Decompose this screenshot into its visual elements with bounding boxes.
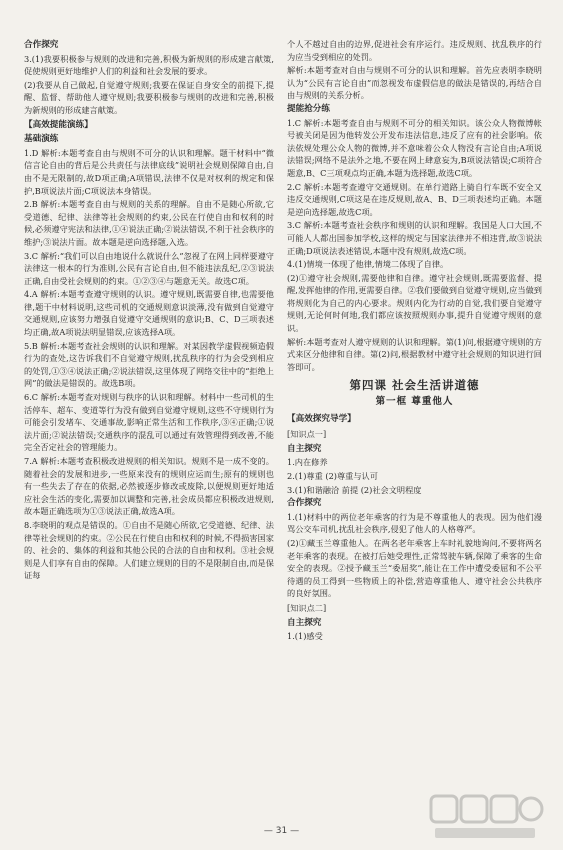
right-p-1: 解析:本题考查对自由与规则不可分的认识和理解。首先应表明李晓明认为“公民有言论自由”而忽视发布虚假信息的做法是错误的,再结合自由与规则的关系分析。: [287, 65, 542, 101]
left-column: [24, 38, 274, 583]
right-p-4: 2.C 解析:本题考查遵守交通规则。在单行道路上骑自行车既不安全又违反交通规则,C项这是在违反规则,故A、B、D三项表述均正确。本题是逆向选择题,故选C项。: [287, 181, 542, 217]
right-sect-2: 提能抢分练: [287, 103, 330, 114]
right-p-16: 3.(1)和谐融洽 前提 (2)社会文明程度: [287, 484, 422, 495]
right-p-7: (2)①遵守社会规则,需要他律和自律。遵守社会规则,既需要监督、提醒,发挥他律的作用,更需要自律。②我们要做到自觉遵守规则,应当做到将规则化为自己的内心要求。规则内化为行动的自觉,我们要自觉遵守规则,无论何时何地,我们都应该按照规则办事,提升自觉遵守规则的意识。: [287, 272, 542, 334]
left-sect-0: 合作探究: [24, 40, 59, 50]
right-p-18: 1.(1)材料中的两位老年乘客的行为是不尊重他人的表现。因为他们漫骂公交车司机,扰乱社会秩序,侵犯了他人的人格尊严。: [287, 511, 542, 535]
right-p-14: 1.内在修养: [287, 457, 328, 468]
right-bracket-11: 【高效探究导学】: [287, 413, 356, 424]
right-box-12: [知识点一]: [287, 429, 327, 440]
left-p-6: 2.B 解析:本题考查自由与规则的关系的理解。自由不是随心所欲,它受道德、纪律、法律等社会规则的约束,公民在行使自由和权利的时候,必须遵守宪法和法律,①④说法正确;②说法错误,不利于社会秩序的维护;③说法片面。故本题是逆向选择题,入选。: [24, 199, 274, 247]
right-p-5: 3.C 解析:本题考查社会秩序和规则的认识和理解。我国是人口大国,不可能人人都出国参加学校,这样的规定与国家法律并不相违背,故③说法正确;D项说法表述错误,本题中没有规则,故选C项。: [287, 220, 542, 256]
right-p-6: 4.(1)情境一体现了他律,情境二体现了自律。: [287, 259, 449, 270]
left-p-1: 3.(1)我要积极参与规则的改进和完善,积极为新规则的形成建言献策,促使规则更好地维护人们的利益和社会发展的要求。: [24, 53, 274, 77]
right-sect-13: 自主探究: [287, 443, 322, 454]
right-p-0: 个人不越过自由的边界,促进社会有序运行。违反规则、扰乱秩序的行为应当受到相应的处罚。: [287, 39, 542, 62]
left-p-12: 8.李晓明的观点是错误的。①自由不是随心所欲,它受道德、纪律、法律等社会规则的约束。②公民在行使自由和权利的时候,不得损害国家的、社会的、集体的利益和其他公民的合法的自由和权利。③社会规则是人们享有自由的保障。人们建立规则的目的不是限制自由,而是保证每: [24, 519, 274, 581]
left-p-8: 4.A 解析:本题考查遵守规则的认识。遵守规则,既需要自律,也需要他律,题干中材料说明,这些司机的交通规则意识淡薄,没有做到自觉遵守交通规则,应该努力增强自觉遵守交通规则的意识;B、C、D三项表述均正确,故A项说法明显错误,应该选择A项。: [24, 289, 274, 338]
left-p-9: 5.B 解析:本题考查社会规则的认识和理解。对某因教学虚假视频造假行为的查处,这告诉我们不自觉遵守规则,扰乱秩序的行为会受到相应的处罚,①③④说法正确;②说法错误,这里体现了网络交往中的“拒绝上网”的做法是错误的。故选B项。: [24, 340, 274, 389]
right-p-3: 1.C 解析:本题考查自由与规则不可分的相关知识。该公众人物微博帐号被关闭是因为他转发公开发布违法信息,违反了应有的社会影响。依法依规处理公众人物的微博,并不意味着公众人物没有言论自由;A项说法错误;网络不是法外之地,不要在网上肆意妄为,B项说法错误;C项符合题意,B、C三项观点均正确,本题为选择题,故选C项。: [287, 117, 542, 178]
right-column: [287, 38, 542, 644]
right-p-15: 2.(1)尊重 (2)尊重与认可: [287, 471, 378, 481]
right-p-19: (2)①藏玉兰尊重他人。在两名老年乘客上车时礼貌地询问,不要将两名老年乘客的表现。在被打后她受理性,正常驾驶车辆,保障了乘客的生命安全的表现。②授予藏玉兰“委屈奖”,能让在工作中遭受委屈和不公平待遇的员工得到一些物质上的补偿,营造尊重他人、遵守社会公共秩序的良好氛围。: [287, 537, 542, 599]
left-p-7: 3.C 解析:“我们可以自由地说什么就说什么”忽视了在网上同样要遵守法律这一根本的行为准则,公民有言论自由,但不能违法乱纪,②③说法正确,自由受社会规则的约束。①②③④与题意无关。故选C项。: [24, 250, 274, 286]
right-p-8: 解析:本题考查对人遵守规则的认识和理解。第(1)问,根据遵守规则的方式来区分他律和自律。第(2)问,根据教材中遵守社会规则的知识进行回答即可。: [287, 336, 542, 372]
right-sect-17: 合作探究: [287, 498, 322, 509]
right-frame-10: 第一框 尊重他人: [375, 396, 454, 408]
right-p-22: 1.(1)感受: [287, 631, 323, 642]
left-p-10: 6.C 解析:本题考查对规则与秩序的认识和理解。材料中一些司机的生活停车、超车、变道等行为没有做到自觉遵守规则,这些不守规则行为可能会引发堵车、交通事故,影响正常生活和工作秩序,③④正确;①说法片面;②说法错误;交通秩序的混乱可以通过有效管理得到改善,不能完全否定社会的管理能力。: [24, 392, 274, 453]
right-sect-21: 自主探究: [287, 617, 322, 628]
left-p-5: 1.D 解析:本题考查自由与规则不可分的认识和理解。题干材料中“微信言论自由的背后是公共责任与法律底线”说明社会规则保障自由,自由不是无限制的,故D项正确;A项错误,法律不仅是对权利的规定和保护,B项说法片面;C项说法本身错误。: [24, 147, 274, 196]
left-p-2: (2)我要从自己做起,自觉遵守规则;我要在保证自身安全的前提下,提醒、监督、帮助他人遵守规则;我要积极参与规则的改进和完善,积极为新规则的形成建言献策。: [24, 79, 274, 115]
watermark-logo-icon: [427, 792, 545, 844]
left-bracket-3: 【高效提能演练】: [24, 119, 93, 130]
left-sect-4: 基础演练: [24, 134, 59, 145]
page-number: — 31 —: [263, 826, 300, 836]
right-box-20: [知识点二]: [287, 602, 327, 613]
left-p-11: 7.A 解析:本题考查积极改进规则的相关知识。规则不是一成不变的。随着社会的发展和进步,一些原来没有的规则应运而生;原有的规则也有一些失去了存在的依据,必然被逐步修改或废除,以便规则更好地适应社会生活的变化,需要加以调整和完善,社会成员都应积极改进规则,故本题正确选项为①③说法正确,故选A项。: [24, 456, 274, 517]
right-lesson-9: 第四课 社会生活讲道德: [349, 378, 480, 393]
